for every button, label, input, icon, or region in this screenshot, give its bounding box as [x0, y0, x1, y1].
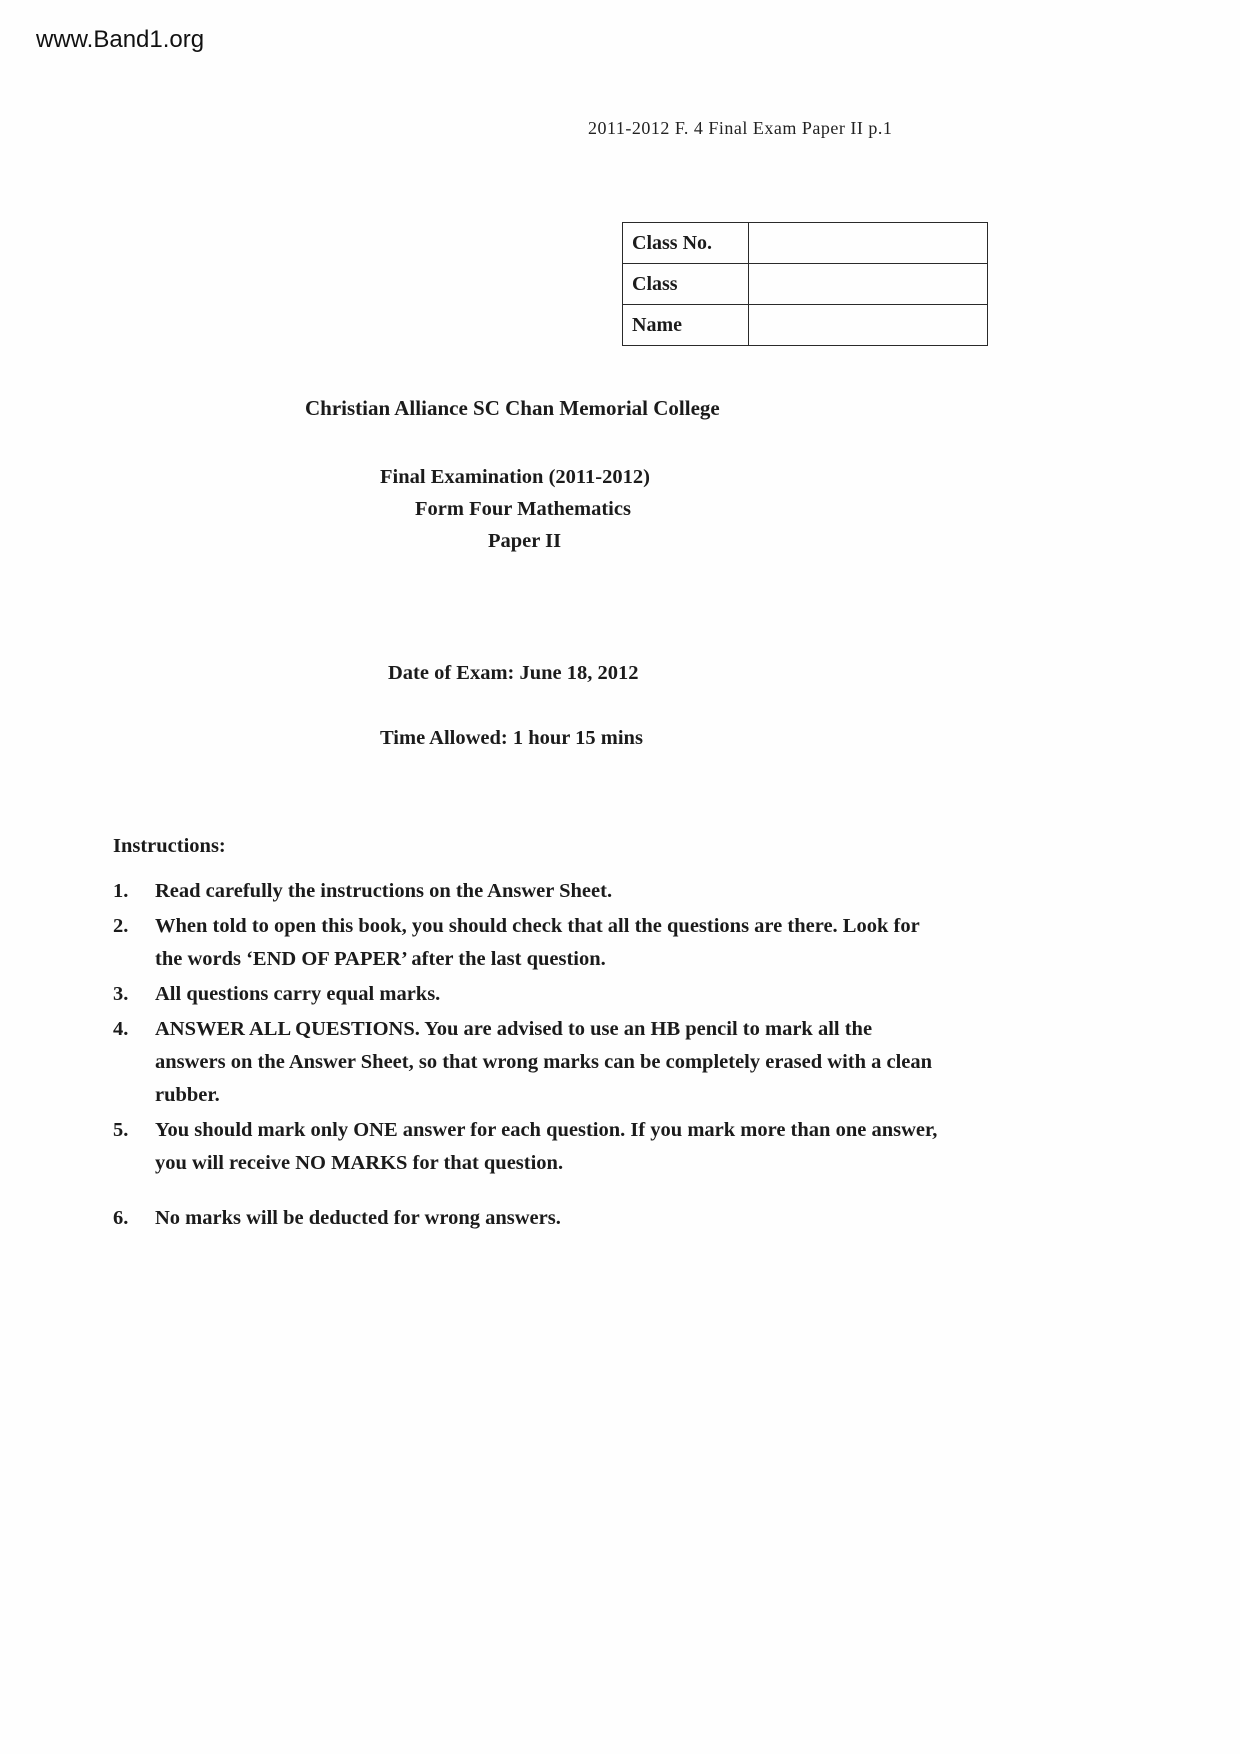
row-value-name	[748, 305, 987, 346]
instruction-text: When told to open this book, you should check that all the questions are there. Look for the words ‘END OF PAPER’ after the last question.	[155, 915, 920, 970]
instruction-text: Read carefully the instructions on the Answer Sheet.	[155, 880, 613, 902]
table-row-name	[623, 305, 988, 346]
exam-date: Date of Exam: June 18, 2012	[388, 662, 639, 684]
instruction-item	[113, 1114, 973, 1180]
instructions-heading: Instructions:	[113, 835, 226, 857]
instruction-text: You should mark only ONE answer for each question. If you mark more than one answer, you will receive NO MARKS for that question.	[155, 1119, 938, 1174]
instruction-text: ANSWER ALL QUESTIONS. You are advised to use an HB pencil to mark all the answers on the Answer Sheet, so that wrong marks can be completely erased with a clean rubber.	[155, 1018, 933, 1106]
row-value-class	[748, 264, 987, 305]
instruction-text: All questions carry equal marks.	[155, 983, 441, 1005]
instruction-number: 5.	[113, 1119, 129, 1141]
instruction-number: 1.	[113, 880, 129, 902]
instruction-item	[113, 875, 973, 908]
instruction-number: 4.	[113, 1018, 129, 1040]
row-label-name: Name	[623, 305, 749, 346]
instruction-item	[113, 978, 973, 1011]
row-value-class-no	[748, 223, 987, 264]
instruction-item	[113, 910, 973, 976]
class-info-table	[622, 222, 988, 346]
table-row-class-no	[623, 223, 988, 264]
subject-title: Form Four Mathematics	[415, 498, 631, 520]
instruction-item	[113, 1013, 973, 1112]
table-row-class	[623, 264, 988, 305]
page-header-right: 2011-2012 F. 4 Final Exam Paper II p.1	[588, 118, 893, 138]
instruction-text: No marks will be deducted for wrong answers.	[155, 1207, 561, 1229]
instruction-number: 3.	[113, 983, 129, 1005]
row-label-class: Class	[623, 264, 749, 305]
instructions-section	[113, 830, 973, 1237]
exam-title: Final Examination (2011-2012)	[380, 466, 650, 488]
school-name: Christian Alliance SC Chan Memorial College	[305, 396, 720, 420]
row-label-class-no: Class No.	[623, 223, 749, 264]
site-watermark: www.Band1.org	[36, 26, 205, 53]
instruction-number: 6.	[113, 1207, 129, 1229]
paper-title: Paper II	[488, 530, 562, 552]
time-allowed: Time Allowed: 1 hour 15 mins	[380, 727, 643, 749]
instruction-number: 2.	[113, 915, 129, 937]
instruction-item	[113, 1202, 973, 1235]
